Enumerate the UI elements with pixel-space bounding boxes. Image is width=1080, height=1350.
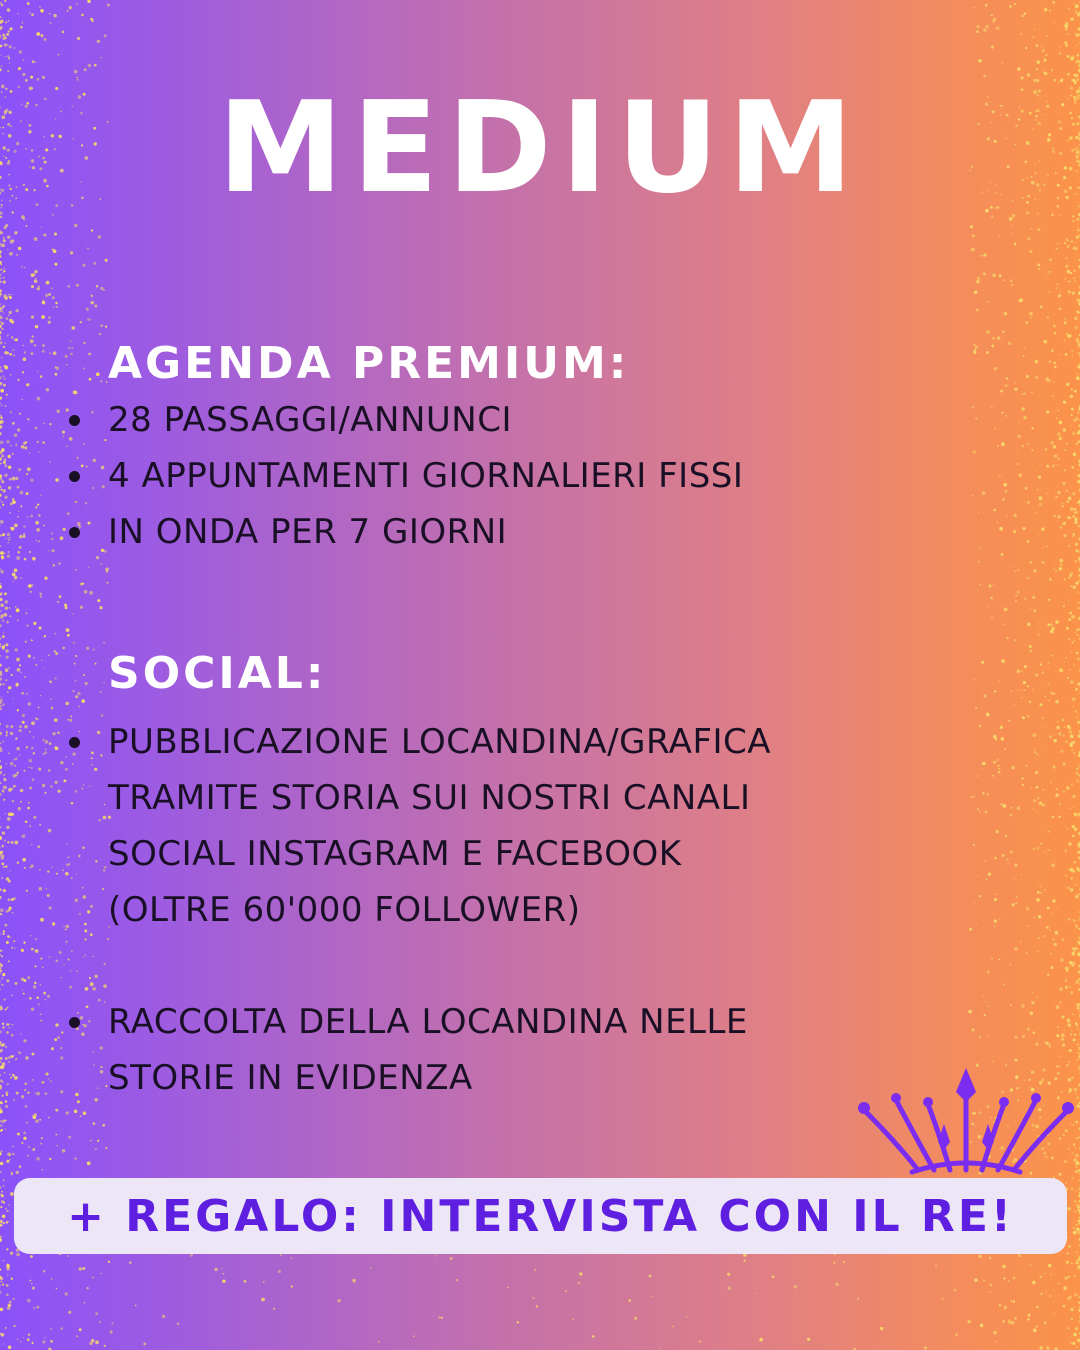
social-heading: SOCIAL: xyxy=(108,648,327,699)
list-item-line: SOCIAL INSTAGRAM E FACEBOOK xyxy=(108,834,682,874)
list-item-line: TRAMITE STORIA SUI NOSTRI CANALI xyxy=(108,778,751,818)
list-item xyxy=(108,392,743,448)
list-item-text: IN ONDA PER 7 GIORNI xyxy=(108,512,508,552)
gift-banner-text: + REGALO: INTERVISTA CON IL RE! xyxy=(67,1190,1014,1242)
bullet-icon xyxy=(69,415,80,426)
list-item xyxy=(108,504,743,560)
list-item-line: PUBBLICAZIONE LOCANDINA/GRAFICA xyxy=(108,722,772,762)
list-item-text: 28 PASSAGGI/ANNUNCI xyxy=(108,400,513,440)
bullet-icon xyxy=(69,1017,80,1028)
bullet-icon xyxy=(69,471,80,482)
crown-icon xyxy=(856,1062,1076,1182)
list-item xyxy=(108,714,771,938)
agenda-heading: AGENDA PREMIUM: xyxy=(108,338,630,389)
page-title: MEDIUM xyxy=(217,74,863,221)
agenda-list xyxy=(108,392,743,560)
list-item-line: RACCOLTA DELLA LOCANDINA NELLE xyxy=(108,1002,748,1042)
list-item-text: 4 APPUNTAMENTI GIORNALIERI FISSI xyxy=(108,456,744,496)
list-item-line: (OLTRE 60'000 FOLLOWER) xyxy=(108,890,581,930)
bullet-icon xyxy=(69,527,80,538)
gift-banner xyxy=(14,1178,1067,1254)
list-item-line: STORIE IN EVIDENZA xyxy=(108,1058,473,1098)
list-item xyxy=(108,448,743,504)
social-list xyxy=(108,714,771,1106)
bullet-icon xyxy=(69,737,80,748)
list-item xyxy=(108,994,771,1106)
